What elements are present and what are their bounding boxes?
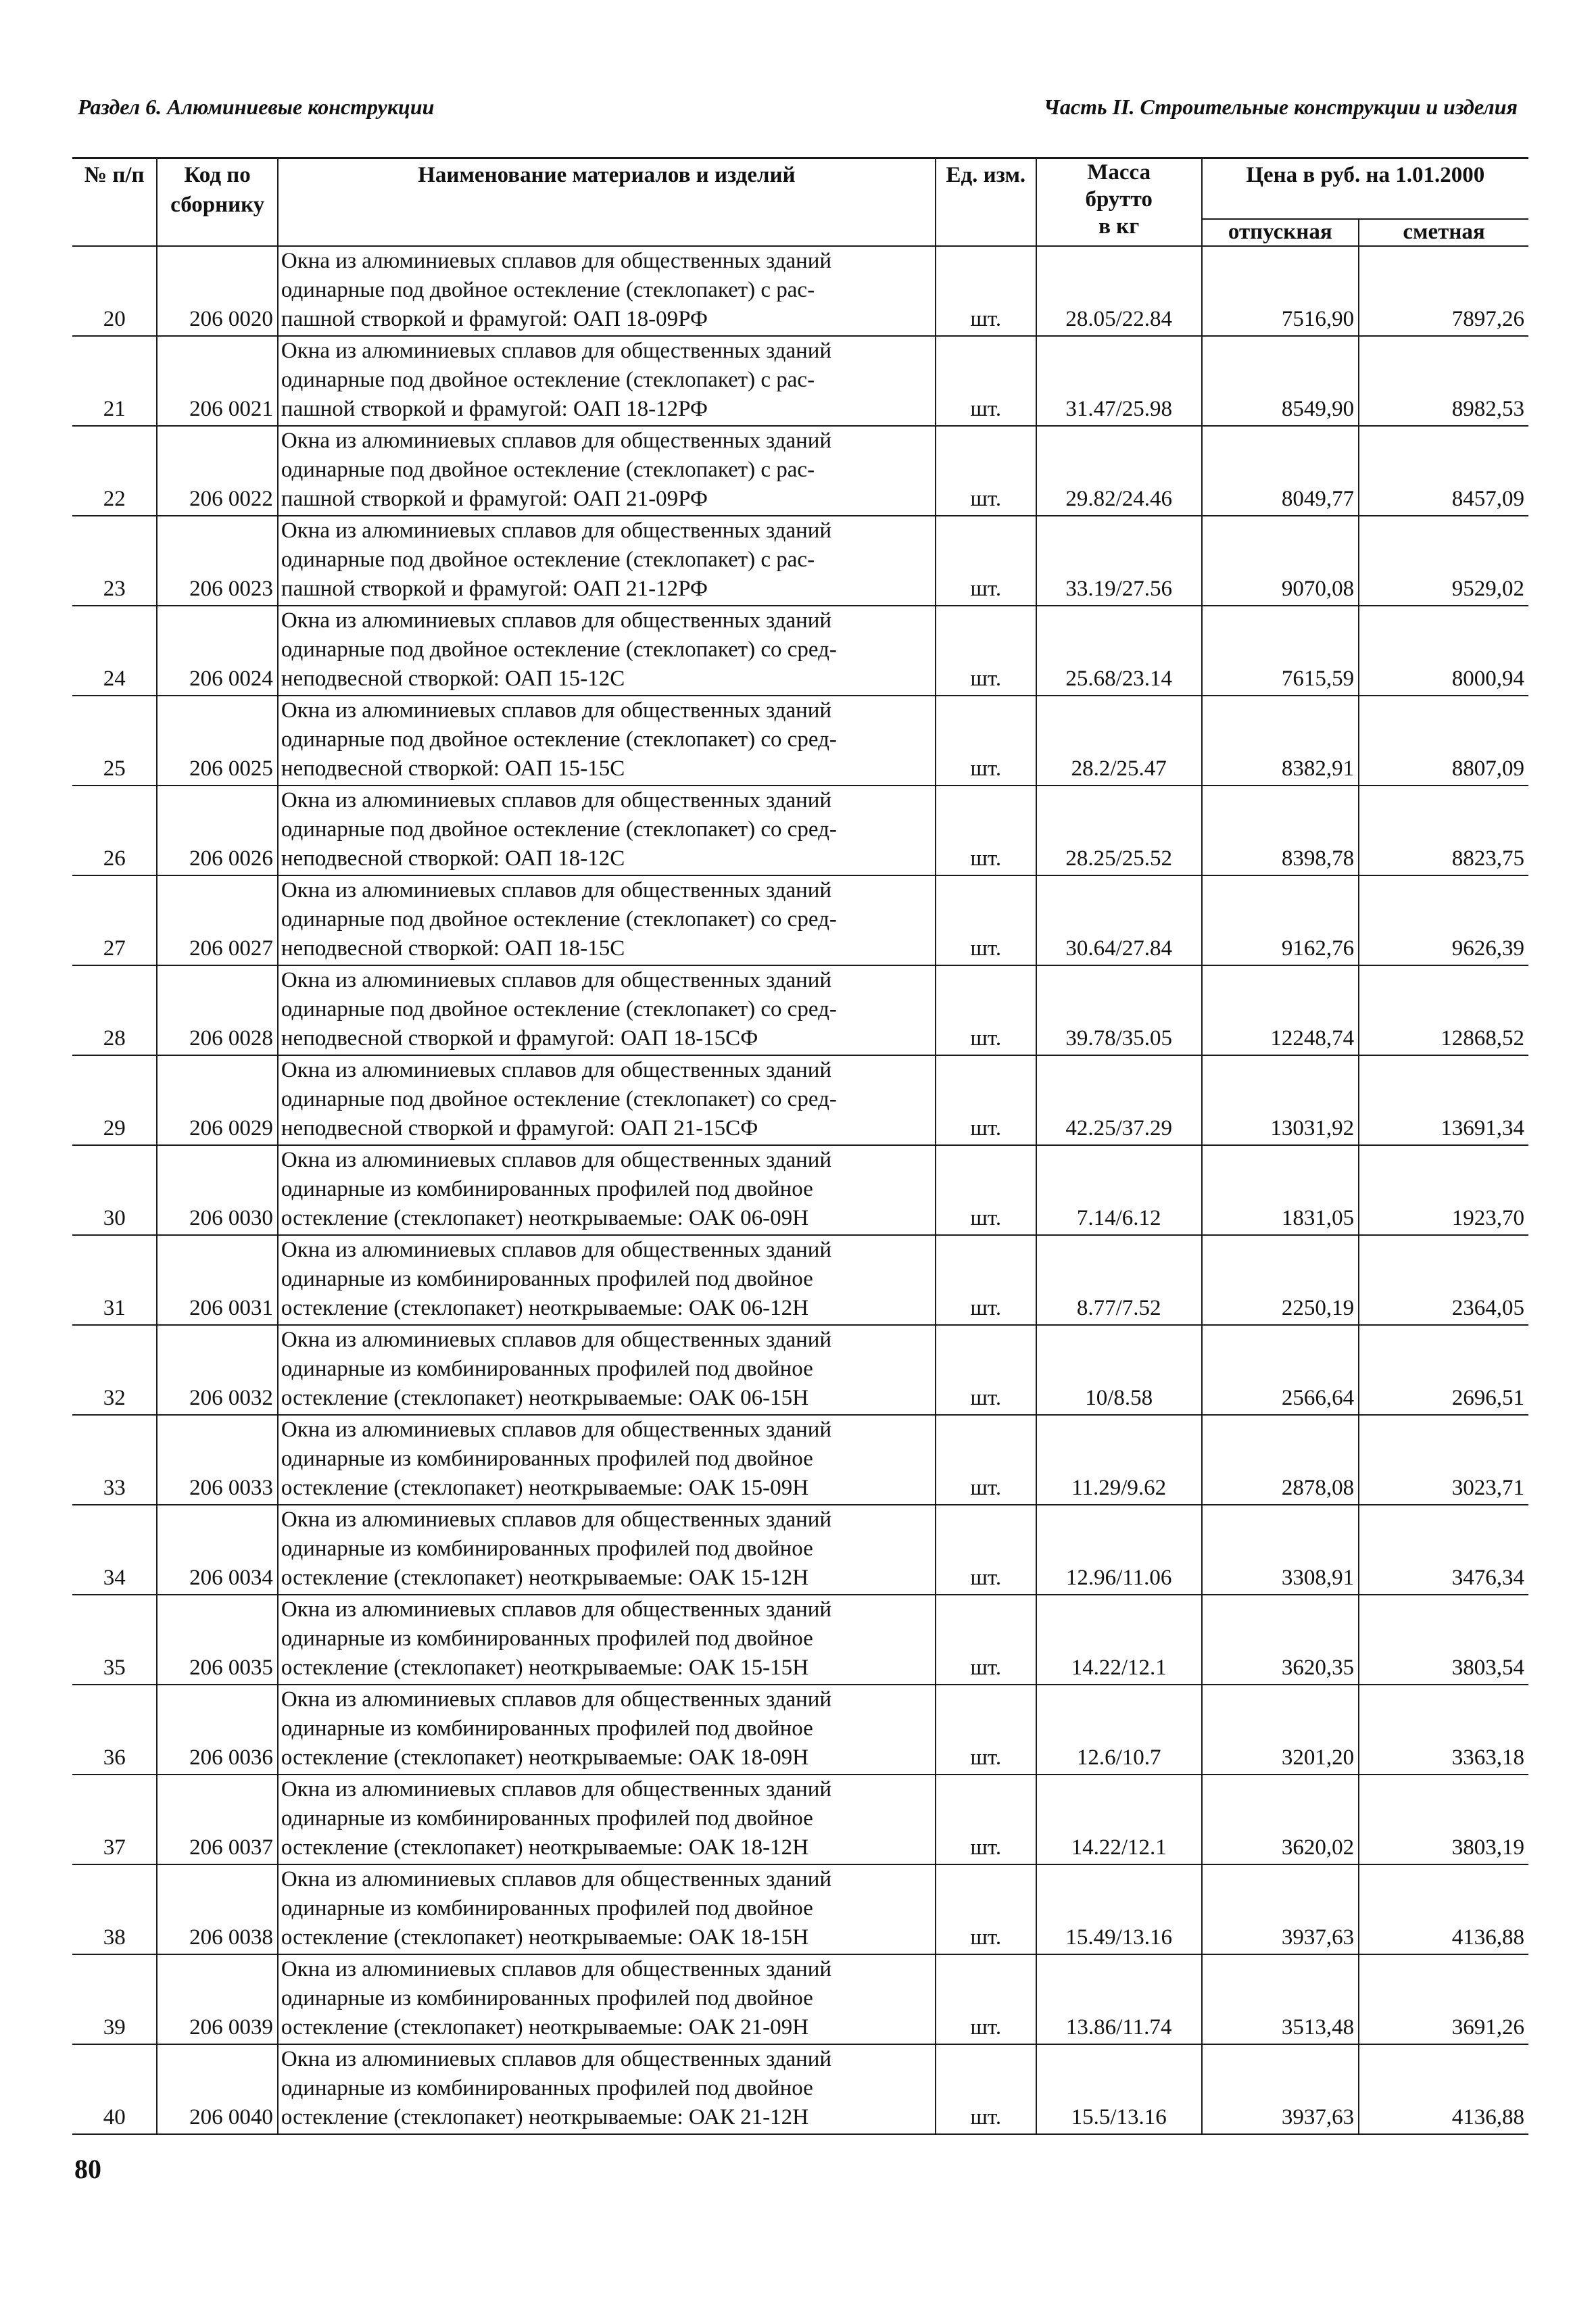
catalog-code-cell: 206 0035 bbox=[157, 1595, 277, 1685]
item-name-cell bbox=[278, 1505, 936, 1595]
price-estimate-cell: 7897,26 bbox=[1359, 246, 1528, 336]
gross-mass-cell: 30.64/27.84 bbox=[1036, 875, 1202, 965]
item-name-cell bbox=[278, 1954, 936, 2044]
item-name-line: неподвесной створкой и фрамугой: ОАП 18-15СФ bbox=[281, 1026, 758, 1051]
catalog-code-cell: 206 0031 bbox=[157, 1235, 277, 1325]
item-name-line: остекление (стеклопакет) неоткрываемые: ОАК 18-09Н bbox=[281, 1745, 808, 1770]
item-name-line: одинарные под двойное остекление (стеклопакет) со сред- bbox=[281, 637, 837, 662]
table-row bbox=[72, 606, 1528, 696]
table-row bbox=[72, 426, 1528, 516]
price-estimate-cell: 4136,88 bbox=[1359, 2044, 1528, 2134]
price-estimate-cell: 13691,34 bbox=[1359, 1055, 1528, 1145]
price-estimate-cell: 8982,53 bbox=[1359, 336, 1528, 426]
price-release-cell: 2878,08 bbox=[1202, 1415, 1359, 1505]
unit-cell: шт. bbox=[936, 1055, 1036, 1145]
item-name-line: пашной створкой и фрамугой: ОАП 18-12РФ bbox=[281, 397, 708, 421]
item-name-line: Окна из алюминиевых сплавов для общественных зданий bbox=[281, 1238, 832, 1262]
catalog-code-cell: 206 0020 bbox=[157, 246, 277, 336]
item-name-line: одинарные из комбинированных профилей под двойное bbox=[281, 1896, 813, 1921]
item-name-line: Окна из алюминиевых сплавов для общественных зданий bbox=[281, 339, 832, 363]
unit-cell: шт. bbox=[936, 875, 1036, 965]
table-row bbox=[72, 1325, 1528, 1415]
gross-mass-cell: 15.49/13.16 bbox=[1036, 1864, 1202, 1954]
gross-mass-cell: 28.2/25.47 bbox=[1036, 696, 1202, 786]
row-number-cell: 31 bbox=[72, 1235, 157, 1325]
row-number-cell: 27 bbox=[72, 875, 157, 965]
table-row bbox=[72, 965, 1528, 1055]
price-release-cell: 3201,20 bbox=[1202, 1685, 1359, 1775]
item-name-line: Окна из алюминиевых сплавов для общественных зданий bbox=[281, 1867, 832, 1891]
item-name-line: Окна из алюминиевых сплавов для общественных зданий bbox=[281, 968, 832, 992]
catalog-code-cell: 206 0028 bbox=[157, 965, 277, 1055]
price-estimate-cell: 8807,09 bbox=[1359, 696, 1528, 786]
item-name-cell bbox=[278, 426, 936, 516]
table-body bbox=[72, 246, 1528, 2134]
column-header-price-group: Цена в руб. на 1.01.2000 bbox=[1202, 158, 1528, 220]
catalog-code-cell: 206 0024 bbox=[157, 606, 277, 696]
item-name-line: Окна из алюминиевых сплавов для общественных зданий bbox=[281, 1597, 832, 1622]
item-name-line: остекление (стеклопакет) неоткрываемые: ОАК 15-09Н bbox=[281, 1476, 808, 1500]
item-name-cell bbox=[278, 606, 936, 696]
unit-cell: шт. bbox=[936, 336, 1036, 426]
row-number-cell: 21 bbox=[72, 336, 157, 426]
price-release-cell: 1831,05 bbox=[1202, 1145, 1359, 1235]
item-name-cell bbox=[278, 246, 936, 336]
item-name-line: остекление (стеклопакет) неоткрываемые: ОАК 06-12Н bbox=[281, 1296, 808, 1320]
row-number-cell: 37 bbox=[72, 1775, 157, 1864]
table-row bbox=[72, 1864, 1528, 1954]
catalog-code-cell: 206 0033 bbox=[157, 1415, 277, 1505]
table-row bbox=[72, 1145, 1528, 1235]
item-name-cell bbox=[278, 2044, 936, 2134]
item-name-line: Окна из алюминиевых сплавов для общественных зданий bbox=[281, 1148, 832, 1172]
catalog-code-cell: 206 0030 bbox=[157, 1145, 277, 1235]
price-release-cell: 12248,74 bbox=[1202, 965, 1359, 1055]
gross-mass-cell: 10/8.58 bbox=[1036, 1325, 1202, 1415]
price-estimate-cell: 3803,19 bbox=[1359, 1775, 1528, 1864]
row-number-cell: 28 bbox=[72, 965, 157, 1055]
catalog-code-cell: 206 0037 bbox=[157, 1775, 277, 1864]
gross-mass-cell: 14.22/12.1 bbox=[1036, 1775, 1202, 1864]
table-row bbox=[72, 516, 1528, 606]
item-name-line: остекление (стеклопакет) неоткрываемые: ОАК 15-12Н bbox=[281, 1566, 808, 1590]
row-number-cell: 40 bbox=[72, 2044, 157, 2134]
item-name-line: Окна из алюминиевых сплавов для общественных зданий bbox=[281, 518, 832, 543]
gross-mass-cell: 28.25/25.52 bbox=[1036, 786, 1202, 875]
table-row bbox=[72, 786, 1528, 875]
gross-mass-cell: 15.5/13.16 bbox=[1036, 2044, 1202, 2134]
unit-cell: шт. bbox=[936, 1864, 1036, 1954]
item-name-cell bbox=[278, 1595, 936, 1685]
column-header-code: Код по сборнику bbox=[157, 158, 277, 247]
unit-cell: шт. bbox=[936, 1325, 1036, 1415]
row-number-cell: 23 bbox=[72, 516, 157, 606]
catalog-code-cell: 206 0021 bbox=[157, 336, 277, 426]
unit-cell: шт. bbox=[936, 696, 1036, 786]
column-header-unit: Ед. изм. bbox=[936, 158, 1036, 247]
price-release-cell: 8398,78 bbox=[1202, 786, 1359, 875]
catalog-code-cell: 206 0034 bbox=[157, 1505, 277, 1595]
item-name-line: остекление (стеклопакет) неоткрываемые: ОАК 06-09Н bbox=[281, 1206, 808, 1230]
price-estimate-cell: 3691,26 bbox=[1359, 1954, 1528, 2044]
table-row bbox=[72, 1505, 1528, 1595]
item-name-cell bbox=[278, 786, 936, 875]
row-number-cell: 20 bbox=[72, 246, 157, 336]
item-name-line: одинарные из комбинированных профилей под двойное bbox=[281, 1806, 813, 1831]
price-release-cell: 7516,90 bbox=[1202, 246, 1359, 336]
row-number-cell: 33 bbox=[72, 1415, 157, 1505]
column-header-mass bbox=[1036, 158, 1202, 247]
item-name-line: одинарные под двойное остекление (стеклопакет) с рас- bbox=[281, 458, 815, 482]
item-name-line: Окна из алюминиевых сплавов для общественных зданий bbox=[281, 878, 832, 902]
item-name-line: Окна из алюминиевых сплавов для общественных зданий bbox=[281, 1328, 832, 1352]
row-number-cell: 39 bbox=[72, 1954, 157, 2044]
page-number: 80 bbox=[74, 2154, 101, 2184]
gross-mass-cell: 7.14/6.12 bbox=[1036, 1145, 1202, 1235]
item-name-line: Окна из алюминиевых сплавов для общественных зданий bbox=[281, 608, 832, 633]
price-estimate-cell: 8823,75 bbox=[1359, 786, 1528, 875]
price-release-cell: 8049,77 bbox=[1202, 426, 1359, 516]
item-name-cell bbox=[278, 1775, 936, 1864]
price-release-cell: 3937,63 bbox=[1202, 2044, 1359, 2134]
row-number-cell: 36 bbox=[72, 1685, 157, 1775]
item-name-line: одинарные под двойное остекление (стеклопакет) с рас- bbox=[281, 548, 815, 572]
price-release-cell: 7615,59 bbox=[1202, 606, 1359, 696]
gross-mass-cell: 14.22/12.1 bbox=[1036, 1595, 1202, 1685]
catalog-code-cell: 206 0029 bbox=[157, 1055, 277, 1145]
catalog-code-cell: 206 0039 bbox=[157, 1954, 277, 2044]
row-number-cell: 38 bbox=[72, 1864, 157, 1954]
item-name-line: Окна из алюминиевых сплавов для общественных зданий bbox=[281, 1687, 832, 1712]
gross-mass-cell: 8.77/7.52 bbox=[1036, 1235, 1202, 1325]
gross-mass-cell: 31.47/25.98 bbox=[1036, 336, 1202, 426]
row-number-cell: 30 bbox=[72, 1145, 157, 1235]
unit-cell: шт. bbox=[936, 1145, 1036, 1235]
price-release-cell: 3620,02 bbox=[1202, 1775, 1359, 1864]
item-name-cell bbox=[278, 1145, 936, 1235]
price-release-cell: 3620,35 bbox=[1202, 1595, 1359, 1685]
item-name-line: Окна из алюминиевых сплавов для общественных зданий bbox=[281, 1418, 832, 1442]
column-header-no: № п/п bbox=[72, 158, 157, 247]
gross-mass-cell: 25.68/23.14 bbox=[1036, 606, 1202, 696]
unit-cell: шт. bbox=[936, 1775, 1036, 1864]
mass-header-line3: в кг bbox=[1098, 214, 1140, 239]
unit-cell: шт. bbox=[936, 786, 1036, 875]
price-release-cell: 3937,63 bbox=[1202, 1864, 1359, 1954]
catalog-code-cell: 206 0036 bbox=[157, 1685, 277, 1775]
gross-mass-cell: 28.05/22.84 bbox=[1036, 246, 1202, 336]
price-release-cell: 9070,08 bbox=[1202, 516, 1359, 606]
gross-mass-cell: 42.25/37.29 bbox=[1036, 1055, 1202, 1145]
unit-cell: шт. bbox=[936, 606, 1036, 696]
gross-mass-cell: 12.6/10.7 bbox=[1036, 1685, 1202, 1775]
catalog-code-cell: 206 0026 bbox=[157, 786, 277, 875]
table-row bbox=[72, 1235, 1528, 1325]
item-name-line: одинарные из комбинированных профилей под двойное bbox=[281, 1626, 813, 1651]
item-name-line: одинарные из комбинированных профилей под двойное bbox=[281, 1716, 813, 1741]
price-release-cell: 2250,19 bbox=[1202, 1235, 1359, 1325]
price-estimate-cell: 8457,09 bbox=[1359, 426, 1528, 516]
table-row bbox=[72, 336, 1528, 426]
unit-cell: шт. bbox=[936, 246, 1036, 336]
unit-cell: шт. bbox=[936, 516, 1036, 606]
column-header-name: Наименование материалов и изделий bbox=[278, 158, 936, 247]
item-name-line: неподвесной створкой: ОАП 15-15С bbox=[281, 756, 625, 781]
row-number-cell: 24 bbox=[72, 606, 157, 696]
gross-mass-cell: 13.86/11.74 bbox=[1036, 1954, 1202, 2044]
price-release-cell: 3513,48 bbox=[1202, 1954, 1359, 2044]
item-name-line: одинарные из комбинированных профилей под двойное bbox=[281, 1537, 813, 1561]
price-release-cell: 8382,91 bbox=[1202, 696, 1359, 786]
price-estimate-cell: 3023,71 bbox=[1359, 1415, 1528, 1505]
catalog-code-cell: 206 0038 bbox=[157, 1864, 277, 1954]
catalog-code-cell: 206 0032 bbox=[157, 1325, 277, 1415]
item-name-cell bbox=[278, 336, 936, 426]
unit-cell: шт. bbox=[936, 1415, 1036, 1505]
unit-cell: шт. bbox=[936, 965, 1036, 1055]
row-number-cell: 29 bbox=[72, 1055, 157, 1145]
item-name-cell bbox=[278, 1055, 936, 1145]
item-name-line: пашной створкой и фрамугой: ОАП 21-12РФ bbox=[281, 577, 708, 601]
item-name-line: одинарные под двойное остекление (стеклопакет) с рас- bbox=[281, 278, 815, 302]
table-row bbox=[72, 1685, 1528, 1775]
item-name-line: одинарные из комбинированных профилей под двойное bbox=[281, 1986, 813, 2010]
item-name-line: одинарные под двойное остекление (стеклопакет) со сред- bbox=[281, 1087, 837, 1111]
item-name-line: Окна из алюминиевых сплавов для общественных зданий bbox=[281, 1777, 832, 1802]
row-number-cell: 25 bbox=[72, 696, 157, 786]
price-estimate-cell: 1923,70 bbox=[1359, 1145, 1528, 1235]
table-row bbox=[72, 2044, 1528, 2134]
item-name-line: остекление (стеклопакет) неоткрываемые: ОАК 18-12Н bbox=[281, 1835, 808, 1860]
gross-mass-cell: 12.96/11.06 bbox=[1036, 1505, 1202, 1595]
item-name-cell bbox=[278, 516, 936, 606]
item-name-line: одинарные из комбинированных профилей под двойное bbox=[281, 1177, 813, 1201]
item-name-cell bbox=[278, 696, 936, 786]
price-estimate-cell: 3476,34 bbox=[1359, 1505, 1528, 1595]
price-release-cell: 9162,76 bbox=[1202, 875, 1359, 965]
unit-cell: шт. bbox=[936, 1595, 1036, 1685]
table-row bbox=[72, 1595, 1528, 1685]
table-row bbox=[72, 1954, 1528, 2044]
unit-cell: шт. bbox=[936, 1235, 1036, 1325]
item-name-line: неподвесной створкой: ОАП 18-12С bbox=[281, 846, 625, 871]
item-name-line: одинарные из комбинированных профилей под двойное bbox=[281, 1267, 813, 1291]
catalog-code-cell: 206 0022 bbox=[157, 426, 277, 516]
column-header-price-estimate: сметная bbox=[1359, 219, 1528, 246]
price-estimate-cell: 2696,51 bbox=[1359, 1325, 1528, 1415]
part-title: Часть II. Строительные конструкции и изделия bbox=[1043, 95, 1518, 119]
table-row bbox=[72, 696, 1528, 786]
item-name-line: остекление (стеклопакет) неоткрываемые: ОАК 15-15Н bbox=[281, 1656, 808, 1680]
table-row bbox=[72, 246, 1528, 336]
item-name-line: одинарные из комбинированных профилей под двойное bbox=[281, 1447, 813, 1471]
item-name-line: неподвесной створкой: ОАП 15-12С bbox=[281, 667, 625, 691]
column-header-price-release: отпускная bbox=[1202, 219, 1359, 246]
item-name-line: неподвесной створкой: ОАП 18-15С bbox=[281, 936, 625, 961]
gross-mass-cell: 33.19/27.56 bbox=[1036, 516, 1202, 606]
row-number-cell: 34 bbox=[72, 1505, 157, 1595]
item-name-line: одинарные из комбинированных профилей под двойное bbox=[281, 2076, 813, 2100]
item-name-line: одинарные под двойное остекление (стеклопакет) со сред- bbox=[281, 997, 837, 1021]
row-number-cell: 35 bbox=[72, 1595, 157, 1685]
item-name-line: Окна из алюминиевых сплавов для общественных зданий bbox=[281, 1507, 832, 1532]
item-name-cell bbox=[278, 965, 936, 1055]
price-estimate-cell: 9529,02 bbox=[1359, 516, 1528, 606]
item-name-line: Окна из алюминиевых сплавов для общественных зданий bbox=[281, 249, 832, 273]
item-name-cell bbox=[278, 875, 936, 965]
gross-mass-cell: 29.82/24.46 bbox=[1036, 426, 1202, 516]
item-name-cell bbox=[278, 1685, 936, 1775]
item-name-line: остекление (стеклопакет) неоткрываемые: ОАК 18-15Н bbox=[281, 1925, 808, 1950]
item-name-line: одинарные под двойное остекление (стеклопакет) со сред- bbox=[281, 817, 837, 842]
row-number-cell: 22 bbox=[72, 426, 157, 516]
catalog-code-cell: 206 0025 bbox=[157, 696, 277, 786]
item-name-line: Окна из алюминиевых сплавов для общественных зданий bbox=[281, 698, 832, 723]
unit-cell: шт. bbox=[936, 1954, 1036, 2044]
price-estimate-cell: 8000,94 bbox=[1359, 606, 1528, 696]
item-name-line: одинарные из комбинированных профилей под двойное bbox=[281, 1357, 813, 1381]
table-header bbox=[72, 158, 1528, 247]
table-row bbox=[72, 875, 1528, 965]
unit-cell: шт. bbox=[936, 1685, 1036, 1775]
mass-header-line1: Масса bbox=[1087, 160, 1151, 185]
item-name-cell bbox=[278, 1235, 936, 1325]
item-name-line: неподвесной створкой и фрамугой: ОАП 21-15СФ bbox=[281, 1116, 758, 1140]
item-name-line: одинарные под двойное остекление (стеклопакет) со сред- bbox=[281, 907, 837, 932]
item-name-line: одинарные под двойное остекление (стеклопакет) со сред- bbox=[281, 727, 837, 752]
price-release-cell: 2566,64 bbox=[1202, 1325, 1359, 1415]
section-title: Раздел 6. Алюминиевые конструкции bbox=[78, 95, 435, 119]
catalog-code-cell: 206 0040 bbox=[157, 2044, 277, 2134]
gross-mass-cell: 39.78/35.05 bbox=[1036, 965, 1202, 1055]
price-estimate-cell: 3803,54 bbox=[1359, 1595, 1528, 1685]
row-number-cell: 32 bbox=[72, 1325, 157, 1415]
price-estimate-cell: 4136,88 bbox=[1359, 1864, 1528, 1954]
price-table bbox=[72, 157, 1528, 2135]
price-release-cell: 3308,91 bbox=[1202, 1505, 1359, 1595]
catalog-code-cell: 206 0027 bbox=[157, 875, 277, 965]
item-name-line: Окна из алюминиевых сплавов для общественных зданий bbox=[281, 429, 832, 453]
item-name-line: остекление (стеклопакет) неоткрываемые: ОАК 21-12Н bbox=[281, 2105, 808, 2129]
table-row bbox=[72, 1055, 1528, 1145]
item-name-line: Окна из алюминиевых сплавов для общественных зданий bbox=[281, 788, 832, 813]
item-name-line: пашной створкой и фрамугой: ОАП 21-09РФ bbox=[281, 487, 708, 511]
item-name-line: одинарные под двойное остекление (стеклопакет) с рас- bbox=[281, 368, 815, 392]
item-name-cell bbox=[278, 1415, 936, 1505]
table-row bbox=[72, 1415, 1528, 1505]
gross-mass-cell: 11.29/9.62 bbox=[1036, 1415, 1202, 1505]
running-header bbox=[78, 95, 1518, 128]
item-name-line: Окна из алюминиевых сплавов для общественных зданий bbox=[281, 2047, 832, 2071]
price-estimate-cell: 2364,05 bbox=[1359, 1235, 1528, 1325]
item-name-line: пашной створкой и фрамугой: ОАП 18-09РФ bbox=[281, 307, 708, 331]
item-name-cell bbox=[278, 1325, 936, 1415]
price-estimate-cell: 3363,18 bbox=[1359, 1685, 1528, 1775]
price-estimate-cell: 12868,52 bbox=[1359, 965, 1528, 1055]
unit-cell: шт. bbox=[936, 1505, 1036, 1595]
price-release-cell: 13031,92 bbox=[1202, 1055, 1359, 1145]
item-name-line: Окна из алюминиевых сплавов для общественных зданий bbox=[281, 1058, 832, 1082]
mass-header-line2: брутто bbox=[1085, 187, 1153, 212]
item-name-line: остекление (стеклопакет) неоткрываемые: ОАК 21-09Н bbox=[281, 2015, 808, 2040]
item-name-cell bbox=[278, 1864, 936, 1954]
table-row bbox=[72, 1775, 1528, 1864]
row-number-cell: 26 bbox=[72, 786, 157, 875]
catalog-code-cell: 206 0023 bbox=[157, 516, 277, 606]
item-name-line: Окна из алюминиевых сплавов для общественных зданий bbox=[281, 1957, 832, 1981]
price-release-cell: 8549,90 bbox=[1202, 336, 1359, 426]
price-estimate-cell: 9626,39 bbox=[1359, 875, 1528, 965]
unit-cell: шт. bbox=[936, 2044, 1036, 2134]
item-name-line: остекление (стеклопакет) неоткрываемые: ОАК 06-15Н bbox=[281, 1386, 808, 1410]
unit-cell: шт. bbox=[936, 426, 1036, 516]
